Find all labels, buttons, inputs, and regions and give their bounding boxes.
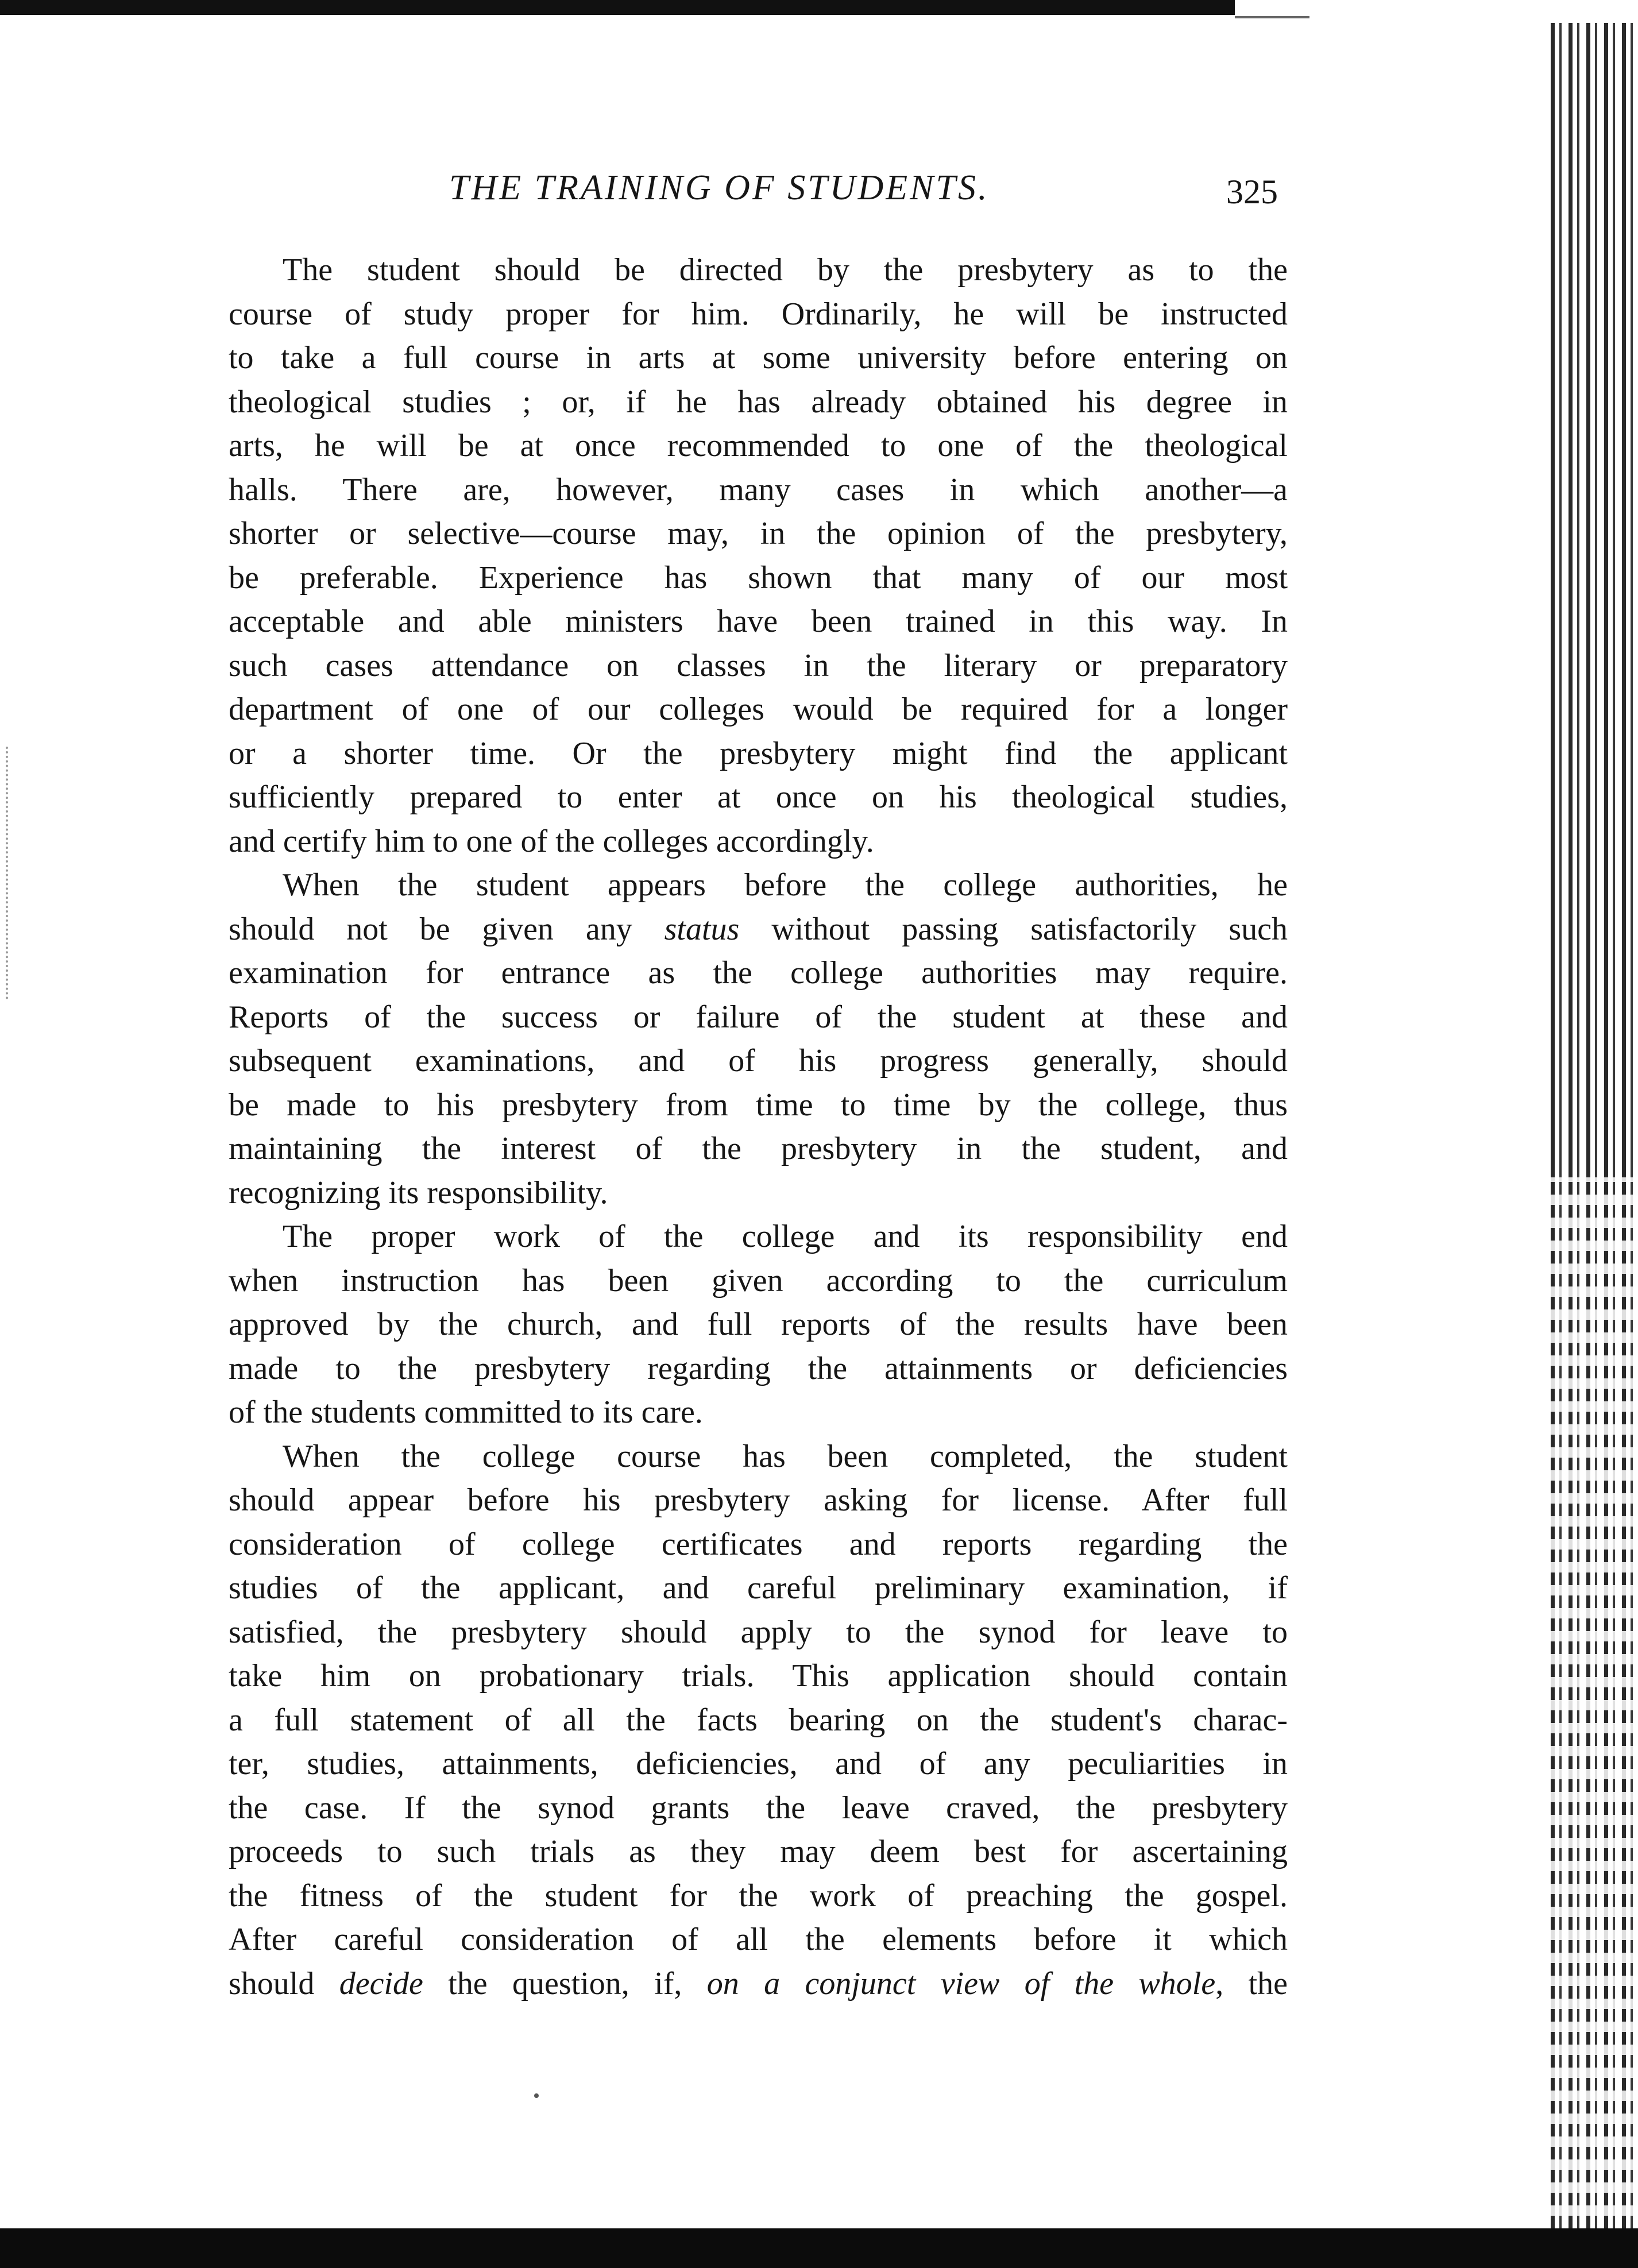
- text-line: ter, studies, attainments, deficiencies, and of any peculiarities in: [229, 1746, 1288, 1782]
- text-line: consideration of college certificates and reports regarding the: [229, 1526, 1288, 1562]
- text-line: and certify him to one of the colleges accordingly.: [229, 823, 874, 859]
- text-line: take him on probationary trials. This application should contain: [229, 1658, 1288, 1694]
- text-line: be preferable. Experience has shown that many of our most: [229, 559, 1288, 596]
- text-line: theological studies ; or, if he has already obtained his degree in: [229, 384, 1288, 420]
- text-line: the case. If the synod grants the leave craved, the presbytery: [229, 1790, 1288, 1826]
- text-line: sufficiently prepared to enter at once on his theological studies,: [229, 779, 1288, 815]
- text-line: Reports of the success or failure of the student at these and: [229, 999, 1288, 1035]
- text-run: should not be given any: [229, 911, 665, 947]
- paragraph-2: [229, 863, 1288, 1215]
- text-line: course of study proper for him. Ordinarily, he will be instructed: [229, 296, 1288, 332]
- text-line: studies of the applicant, and careful preliminary examination, if: [229, 1570, 1288, 1606]
- bottom-border-rule: [0, 2228, 1638, 2268]
- book-spine-edge-worn: [1551, 1177, 1638, 2228]
- left-margin-marks: [6, 747, 10, 999]
- body-text: [229, 248, 1288, 2006]
- text-line: [229, 907, 1288, 952]
- text-line: department of one of our colleges would be required for a longer: [229, 691, 1288, 727]
- text-line: made to the presbytery regarding the attainments or deficiencies: [229, 1350, 1288, 1386]
- text-line: when instruction has been given according to the curriculum: [229, 1262, 1288, 1299]
- paragraph-3: [229, 1215, 1288, 1435]
- text-line: The student should be directed by the presbytery as to the: [283, 252, 1288, 288]
- text-line: be made to his presbytery from time to time by the college, thus: [229, 1087, 1288, 1123]
- text-line: halls. There are, however, many cases in which another—a: [229, 472, 1288, 508]
- text-line: such cases attendance on classes in the literary or preparatory: [229, 647, 1288, 683]
- page-number: 325: [1226, 173, 1278, 211]
- top-border-rule: [0, 0, 1235, 15]
- text-line: recognizing its responsibility.: [229, 1174, 608, 1211]
- text-line: proceeds to such trials as they may deem best for ascertaining: [229, 1834, 1288, 1869]
- text-line: of the students committed to its care.: [229, 1394, 703, 1430]
- text-line: When the student appears before the college authorities, he: [283, 867, 1288, 903]
- text-run: the question, if,: [423, 1965, 707, 2002]
- text-line: approved by the church, and full reports of the results have been: [229, 1307, 1288, 1342]
- stray-ink-dot: [534, 2093, 539, 2098]
- text-line: [229, 1962, 1288, 2006]
- paragraph-1: [229, 248, 1288, 863]
- italic-word-decide: decide: [339, 1965, 423, 2002]
- text-line: maintaining the interest of the presbytery in the student, and: [229, 1131, 1288, 1166]
- text-run: should: [229, 1965, 339, 2002]
- top-border-rule-tail: [1235, 16, 1309, 18]
- italic-phrase-conjunct-view: on a conjunct view of the whole: [706, 1965, 1216, 2002]
- text-line: satisfied, the presbytery should apply to the synod for leave to: [229, 1614, 1288, 1650]
- text-run: without passing satisfactorily such: [739, 911, 1288, 947]
- text-line: examination for entrance as the college authorities may require.: [229, 955, 1288, 991]
- text-line: a full statement of all the facts bearing on the student's charac-: [229, 1702, 1288, 1738]
- text-line: subsequent examinations, and of his progress generally, should: [229, 1043, 1288, 1079]
- text-line: or a shorter time. Or the presbytery might find the applicant: [229, 735, 1288, 771]
- paragraph-4: [229, 1435, 1288, 2006]
- text-line: to take a full course in arts at some university before entering on: [229, 340, 1288, 376]
- italic-word-status: status: [664, 911, 740, 947]
- text-line: When the college course has been completed, the student: [283, 1438, 1288, 1474]
- text-line: The proper work of the college and its responsibility end: [283, 1219, 1288, 1254]
- text-line: shorter or selective—course may, in the opinion of the presbytery,: [229, 516, 1288, 551]
- text-line: acceptable and able ministers have been trained in this way. In: [229, 604, 1288, 639]
- text-line: the fitness of the student for the work of preaching the gospel.: [229, 1877, 1288, 1914]
- text-line: should appear before his presbytery asking for license. After full: [229, 1482, 1288, 1518]
- text-line: arts, he will be at once recommended to one of the theological: [229, 428, 1288, 463]
- text-run: , the: [1215, 1965, 1288, 2002]
- text-line: After careful consideration of all the elements before it which: [229, 1922, 1288, 1957]
- running-head: THE TRAINING OF STUDENTS.: [449, 168, 990, 207]
